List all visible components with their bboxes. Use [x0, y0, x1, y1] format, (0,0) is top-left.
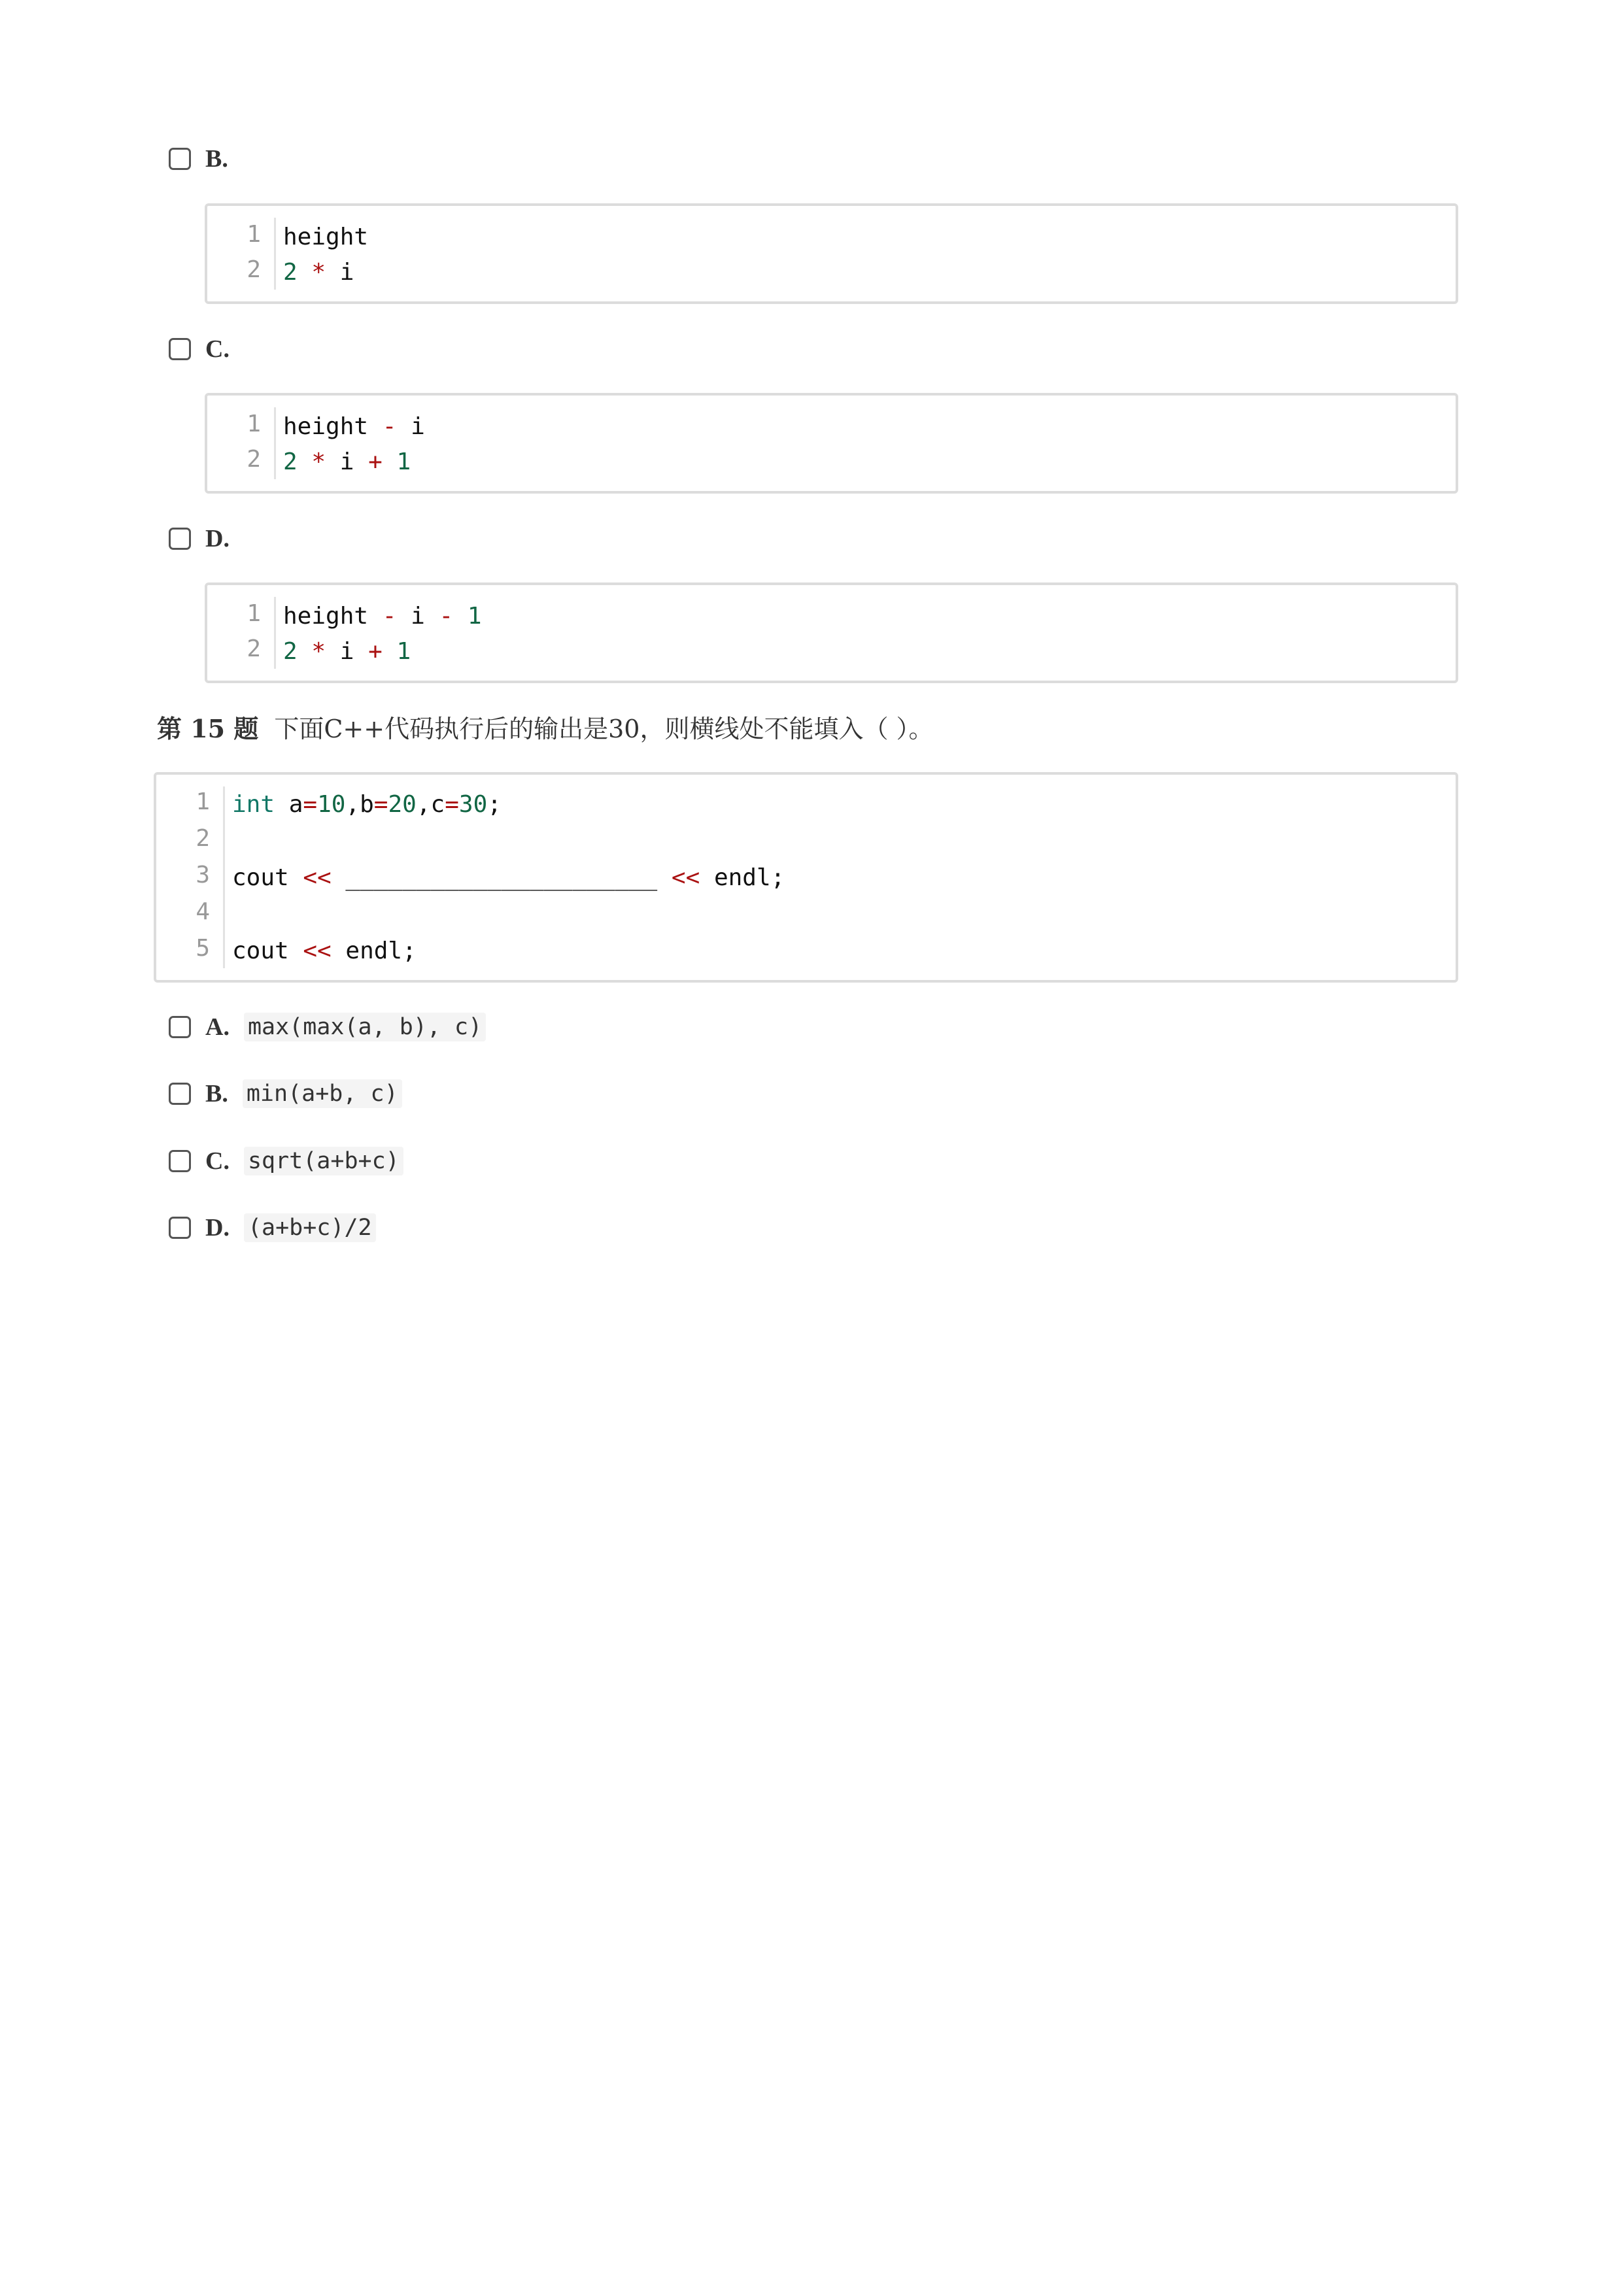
line-number-gutter	[274, 407, 276, 479]
line-number: 4	[196, 898, 210, 925]
code-line: int a=10,b=20,c=30;	[232, 791, 502, 818]
code-line: height - i	[283, 413, 425, 440]
question-number: 第 15 题	[157, 714, 259, 743]
option-d-prev[interactable]	[169, 520, 230, 557]
code-block-question-15	[154, 772, 1458, 983]
line-number: 3	[196, 862, 210, 888]
option-a[interactable]	[169, 1009, 486, 1045]
option-letter: B.	[205, 145, 228, 173]
checkbox-icon[interactable]	[169, 1150, 191, 1172]
option-letter: B.	[205, 1080, 228, 1107]
line-number: 1	[196, 788, 210, 815]
line-number-gutter	[274, 218, 276, 290]
code-line: height	[283, 224, 369, 250]
option-letter: D.	[205, 525, 230, 552]
line-number: 1	[247, 221, 261, 248]
line-number: 2	[247, 635, 261, 662]
code-block-option-b	[205, 203, 1458, 304]
code-line: cout << endl;	[232, 937, 417, 964]
option-c-prev[interactable]	[169, 331, 230, 367]
code-line: 2 * i + 1	[283, 448, 411, 475]
line-number: 5	[196, 935, 210, 962]
option-letter: D.	[205, 1214, 230, 1241]
line-number: 2	[247, 256, 261, 283]
option-b-prev[interactable]	[169, 141, 228, 177]
checkbox-icon[interactable]	[169, 338, 191, 360]
option-letter: C.	[205, 335, 230, 363]
option-b[interactable]	[169, 1075, 402, 1112]
option-code: (a+b+c)/2	[244, 1213, 376, 1242]
code-line: 2 * i	[283, 259, 354, 286]
line-number-gutter	[274, 597, 276, 669]
checkbox-icon[interactable]	[169, 1016, 191, 1038]
code-line: 2 * i + 1	[283, 638, 411, 665]
code-line: height - i - 1	[283, 603, 482, 630]
checkbox-icon[interactable]	[169, 528, 191, 550]
option-code: max(max(a, b), c)	[244, 1013, 486, 1041]
code-block-option-d	[205, 582, 1458, 683]
line-number: 2	[196, 825, 210, 852]
option-letter: C.	[205, 1147, 230, 1175]
checkbox-icon[interactable]	[169, 1217, 191, 1239]
code-block-option-c	[205, 393, 1458, 494]
line-number-gutter	[223, 786, 225, 968]
checkbox-icon[interactable]	[169, 1083, 191, 1105]
line-number: 1	[247, 600, 261, 627]
line-number: 2	[247, 446, 261, 473]
question-15-header	[157, 709, 934, 749]
line-number: 1	[247, 411, 261, 437]
option-letter: A.	[205, 1013, 230, 1041]
option-c[interactable]	[169, 1143, 403, 1179]
checkbox-icon[interactable]	[169, 148, 191, 170]
option-code: sqrt(a+b+c)	[244, 1147, 403, 1175]
option-code: min(a+b, c)	[243, 1079, 402, 1108]
code-line: cout << ______________________ << endl;	[232, 864, 785, 891]
question-text: 下面C++代码执行后的输出是30，则横线处不能填入（ ）。	[274, 715, 934, 743]
option-d[interactable]	[169, 1209, 376, 1246]
